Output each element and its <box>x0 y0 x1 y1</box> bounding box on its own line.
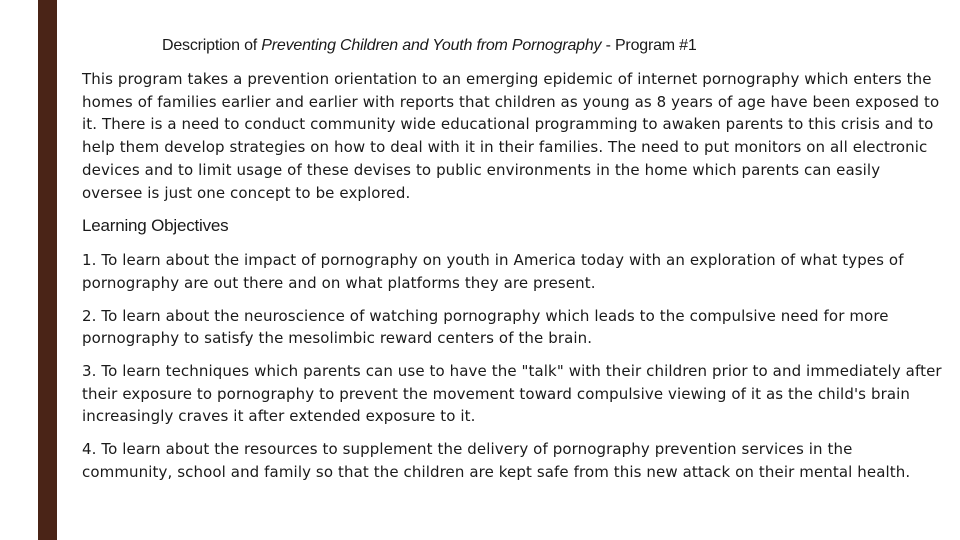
objective-item: 4. To learn about the resources to supplement the delivery of pornography prevention services in the community, school and family so that the children are kept safe from this new attack on their mental health. <box>82 440 911 481</box>
program-description: This program takes a prevention orientation to an emerging epidemic of internet pornography which enters the homes of families earlier and earlier with reports that children as young as 8 years of age have been exposed to it. There is a need to conduct community wide educational programming to awaken parents to this crisis and to help them develop strategies on how to deal with it in their families. The need to put monitors on all electronic devices and to limit usage of these devises to public environments in the home which parents can easily oversee is just one concept to be explored. <box>82 70 940 202</box>
objective-item: 1. To learn about the impact of pornography on youth in America today with an exploration of what types of pornography are out there and on what platforms they are present. <box>82 251 904 292</box>
title-suffix: - Program #1 <box>601 37 697 54</box>
title-program-name: Preventing Children and Youth from Pornography <box>261 37 602 54</box>
accent-side-bar <box>38 0 57 540</box>
slide-title <box>162 35 862 57</box>
title-prefix: Description of <box>162 37 262 54</box>
objective-item: 3. To learn techniques which parents can use to have the "talk" with their children prior to and immediately after their exposure to pornography to prevent the movement toward compulsive viewing of it as the child's brain increasingly craves it after extended exposure to it. <box>82 362 942 426</box>
learning-objectives-heading: Learning Objectives <box>82 216 229 236</box>
objective-item: 2. To learn about the neuroscience of watching pornography which leads to the compulsive need for more pornography to satisfy the mesolimbic reward centers of the brain. <box>82 306 889 348</box>
slide-body <box>82 68 942 494</box>
